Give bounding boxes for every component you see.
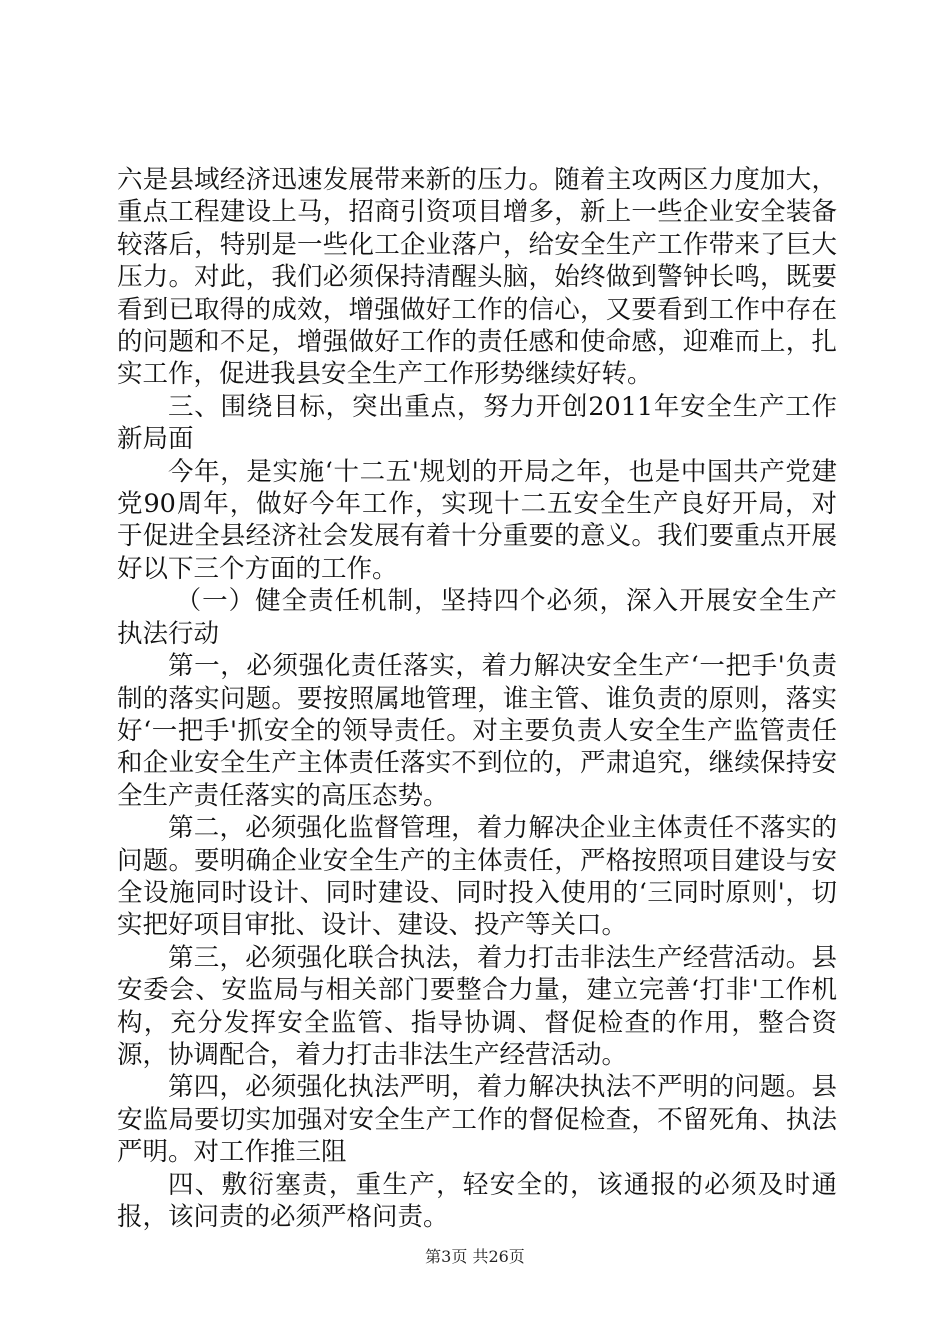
paragraph-first: 第一，必须强化责任落实，着力解决安全生产‘一把手'负责制的落实问题。要按照属地管理，谁主管、谁负责的原则，落实好‘一把手'抓安全的领导责任。对主要负责人安全生产监管责任和企业安全生产主体责任落实不到位的，严肃追究，继续保持安全生产责任落实的高压态势。 — [117, 651, 837, 811]
document-body — [117, 164, 837, 1233]
subsection-heading-one: （一）健全责任机制，坚持四个必须，深入开展安全生产执法行动 — [117, 586, 837, 649]
paragraph-fourth: 第四，必须强化执法严明，着力解决执法不严明的问题。县安监局要切实加强对安全生产工作的督促检查，不留死角、执法严明。对工作推三阻 — [117, 1072, 837, 1168]
paragraph-third: 第三，必须强化联合执法，着力打击非法生产经营活动。县安委会、安监局与相关部门要整合力量，建立完善‘打非'工作机构，充分发挥安全监管、指导协调、督促检查的作用，整合资源，协调配合，着力打击非法生产经营活动。 — [117, 942, 837, 1070]
paragraph-second: 第二，必须强化监督管理，着力解决企业主体责任不落实的问题。要明确企业安全生产的主体责任，严格按照项目建设与安全设施同时设计、同时建设、同时投入使用的‘三同时原则'，切实把好项目审批、设计、建设、投产等关口。 — [117, 813, 837, 941]
section-heading-four: 四、敷衍塞责，重生产，轻安全的，该通报的必须及时通报，该问责的必须严格问责。 — [117, 1169, 837, 1232]
page-footer: 第3页 共26页 — [425, 1247, 525, 1266]
section-heading-three: 三、围绕目标，突出重点，努力开创2011年安全生产工作新局面 — [117, 391, 837, 455]
paragraph-this-year: 今年，是实施‘十二五'规划的开局之年，也是中国共产党建党90周年，做好今年工作，实现十二五安全生产良好开局，对于促进全县经济社会发展有着十分重要的意义。我们要重点开展好以下三个方面的工作。 — [117, 456, 837, 584]
paragraph-pressure: 六是县域经济迅速发展带来新的压力。随着主攻两区力度加大，重点工程建设上马，招商引资项目增多，新上一些企业安全装备较落后，特别是一些化工企业落户，给安全生产工作带来了巨大压力。对此，我们必须保持清醒头脑，始终做到警钟长鸣，既要看到已取得的成效，增强做好工作的信心，又要看到工作中存在的问题和不足，增强做好工作的责任感和使命感，迎难而上，扎实工作，促进我县安全生产工作形势继续好转。 — [117, 165, 837, 390]
